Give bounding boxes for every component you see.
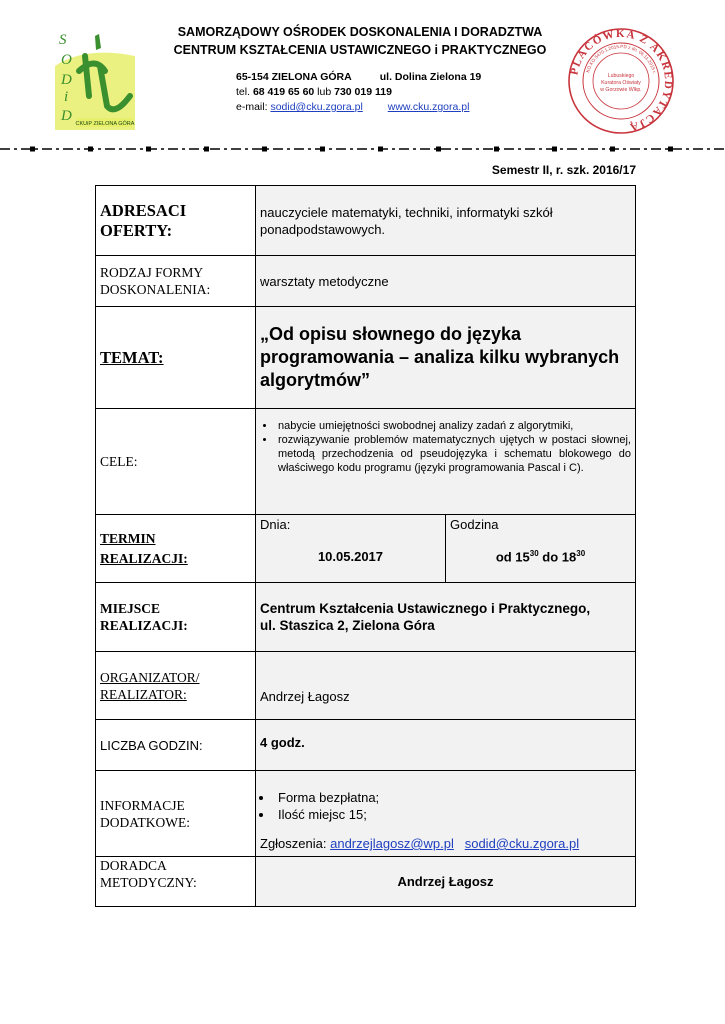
form-label-line1: RODZAJ FORMY [100,265,204,280]
hours-label: LICZBA GODZIN: [96,720,256,770]
hour-cell [445,515,635,582]
info-list [260,789,631,823]
email-prefix: e-mail: [236,101,268,113]
phone-line [236,85,392,99]
row-info [96,771,635,857]
divider-marker [668,147,673,152]
place-line2: ul. Staszica 2, Zielona Góra [260,618,435,633]
row-recipients [96,186,635,256]
row-organizer [96,652,635,720]
advisor-value: Andrzej Łagosz [256,857,635,906]
street: ul. Dolina Zielona 19 [379,71,482,83]
recipients-label-line2: OFERTY: [100,220,173,240]
email-line [236,100,469,114]
place-label [96,583,256,651]
date-value: 10.05.2017 [317,549,384,564]
semester-label: Semestr II, r. szk. 2016/17 [491,163,636,177]
row-place [96,583,635,652]
website-link[interactable]: www.cku.zgora.pl [387,101,470,113]
row-hours [96,720,635,771]
divider-marker [262,147,267,152]
recipients-value: nauczyciele matematyki, techniki, informatyki szkół ponadpodstawowych. [256,186,635,255]
divider-marker [378,147,383,152]
topic-label: TEMAT: [96,307,256,408]
form-label [96,256,256,306]
organizer-label-line1: ORGANIZATOR/ [100,669,200,685]
signup-prefix: Zgłoszenia: [260,836,327,851]
hour-value [446,549,635,564]
date-caption: Dnia: [260,517,291,532]
stamp-outer-text: PLACÓWKA Z AKREDYTACJĄ [568,27,675,134]
form-value: warsztaty metodyczne [256,256,635,306]
form-label-line2: DOSKONALENIA: [100,282,211,297]
row-advisor [96,857,635,906]
info-label [96,771,256,856]
hour-from: od 15 [495,549,530,565]
logo-letter-s: S [59,32,67,48]
organizer-value: Andrzej Łagosz [256,652,635,719]
advisor-label [96,857,256,906]
stamp-center-line2: Kuratora Oświaty [601,80,641,86]
row-form [96,256,635,307]
signup-email-primary[interactable]: andrzejlagosz@wp.pl [330,836,454,851]
divider-marker [320,147,325,152]
info-item: • Ilość miejsc 15; [274,806,631,823]
phone-secondary: 730 019 119 [334,86,392,98]
logo-letter-d1: D [61,72,72,88]
stamp-center-line3: w Gorzowie Wlkp. [600,87,642,93]
divider-marker [204,147,209,152]
hour-to-minutes: 30 [576,549,586,558]
date-cell [256,515,445,582]
divider-marker [610,147,615,152]
sodid-logo [55,26,135,130]
divider-marker [552,147,557,152]
signup-line [260,835,631,852]
hour-caption: Godzina [450,517,499,532]
divider-marker [436,147,441,152]
logo-letter-d2: D [61,108,72,124]
place-label-line1: MIEJSCE [100,601,161,616]
goals-label: CELE: [96,409,256,514]
advisor-label-line1: DORADCA [100,858,167,873]
term-value [256,515,635,582]
term-label-line2: REALIZACJI: [100,550,188,566]
divider-marker [30,147,35,152]
info-label-line1: INFORMACJE [100,797,185,813]
place-line1: Centrum Kształcenia Ustawicznego i Praktycznego, [260,601,591,616]
accreditation-stamp [566,26,676,136]
signup-email-secondary[interactable]: sodid@cku.zgora.pl [464,836,580,851]
info-item: • Forma bezpłatna; [274,789,631,806]
goals-list [260,419,631,475]
topic-value: „Od opisu słownego do języka programowania – analiza kilku wybranych algorytmów” [256,307,635,408]
hour-to: do 18 [538,549,577,565]
stamp-center-line1: Lubuskiego [607,73,635,79]
place-label-line2: REALIZACJI: [100,618,188,633]
logo-caption: CKUiP ZIELONA GÓRA [75,121,135,127]
header-divider [0,142,725,156]
place-value [256,583,635,651]
row-goals [96,409,635,515]
goal-item: • rozwiązywanie problemów matematycznych ujętych w postaci słownej, metodą przechodzenia od pseudojęzyka i schematu blokowego do właściwego kodu programu (języki programowania Pascal i C). [276,433,631,475]
logo-letter-i: i [64,89,69,105]
divider-marker [146,147,151,152]
header-email-link[interactable]: sodid@cku.zgora.pl [270,101,363,113]
phone-or: lub [317,86,332,98]
phone-prefix: tel. [236,86,251,98]
info-value [256,771,635,856]
goal-item: • nabycie umiejętności swobodnej analizy zadań z algorytmiki, [276,419,631,433]
divider-marker [494,147,499,152]
hours-value: 4 godz. [256,720,635,770]
postal-city: 65-154 ZIELONA GÓRA [236,71,352,83]
hour-from-minutes: 30 [529,549,539,558]
term-label [96,515,256,582]
goals-value [256,409,635,514]
recipients-label [96,186,256,255]
term-label-line1: TERMIN [100,530,156,546]
divider-marker [88,147,93,152]
recipients-label-line1: ADRESACI [100,200,187,220]
org-name-line1: SAMORZĄDOWY OŚRODEK DOSKONALENIA I DORADZTWA [177,25,543,39]
row-topic [96,307,635,409]
address-line [236,70,481,84]
offer-table [95,185,636,907]
organizer-label [96,652,256,719]
info-label-line2: DODATKOWE: [100,814,190,830]
logo-letter-o: O [61,52,72,68]
organizer-label-line2: REALIZATOR: [100,686,187,702]
stamp-ring-text: KO.KO.5470.1.2015.PD z dn. 06.11.2015 r. [585,43,658,75]
org-name-line2: CENTRUM KSZTAŁCENIA USTAWICZNEGO i PRAKTYCZNEGO [173,43,547,57]
advisor-label-line2: METODYCZNY: [100,875,197,890]
phone-primary: 68 419 65 60 [252,86,315,98]
row-term [96,515,635,583]
